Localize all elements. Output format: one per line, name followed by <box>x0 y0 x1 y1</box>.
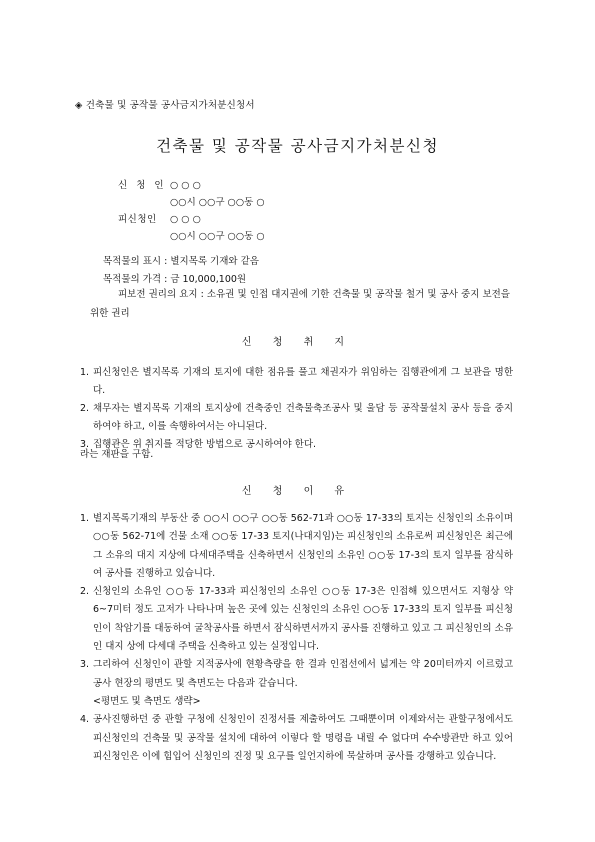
reasons-list <box>80 510 513 766</box>
purpose-item-text: 피신청인은 별지목록 기재의 토지에 대한 점유를 풀고 채권자가 위임하는 집행관에게 그 보관을 명한다. <box>93 367 513 396</box>
applicant-name: ○ ○ ○ <box>170 180 201 191</box>
purpose-item-number: 2. <box>80 403 90 414</box>
applicant-label: 신 청 인 <box>118 180 167 191</box>
purpose-item-number: 1. <box>80 367 90 378</box>
reason-item-text: 공사진행하던 중 관할 구청에 신청인이 진정서를 제출하여도 그때뿐이며 이제와서는 관할구청에서도 피신청인의 건축물 및 공작물 설치에 대하여 이렇다 할 명령을 내릴 수 없다며 수수방관만 하고 있어 피신청인은 이에 힘입어 신청인의 진정 및 요구를 일언지하에 묵살하며 공사를 강행하고 있습니다. <box>93 714 513 762</box>
reason-item-number: 3. <box>80 659 90 671</box>
reasons-section-title: 신 청 이 유 <box>241 486 354 497</box>
respondent-label: 피신청인 <box>118 214 157 225</box>
document-title: 건축물 및 공작물 공사금지가처분신청 <box>156 137 439 155</box>
reason-item-text: 신청인의 소유인 ○○동 17-33과 피신청인의 소유인 ○○동 17-3은 인접해 있으면서도 지형상 약 6~7미터 정도 고저가 나타나며 높은 곳에 있는 신청인의 소유인 ○○동 17-33의 토지 일부를 피신청인이 착암기를 대동하여 굴착공사를 하면서 잠식하면서까지 공사를 진행하고 있고 그 피신청인의 소유인 대지 상에 다세대 주택을 신축하고 있는 실정입니다. <box>93 586 513 653</box>
reason-item <box>80 583 513 656</box>
reason-item <box>80 656 513 711</box>
purpose-item <box>80 436 513 454</box>
purpose-item-text: 집행관은 위 취지를 적당한 방법으로 공시하여야 한다. <box>93 439 317 450</box>
reason-item <box>80 510 513 583</box>
applicant-name-line <box>118 177 201 191</box>
purpose-item <box>80 364 513 400</box>
object-display: 목적물의 표시 : 별지목록 기재와 같음 <box>103 256 259 267</box>
respondent-name-line <box>118 211 201 225</box>
respondent-address: ○○시 ○○구 ○○동 ○ <box>170 231 265 242</box>
purpose-item-text: 채무자는 별지목록 기재의 토지상에 건축중인 건축물축조공사 및 울담 등 공작물설치 공사 등을 중지하여야 하고, 이를 속행하여서는 아니된다. <box>93 403 513 432</box>
purpose-section-title: 신 청 취 지 <box>241 337 354 348</box>
reason-item-number: 4. <box>80 714 90 726</box>
omitted-drawing-note: <평면도 및 측면도 생략> <box>93 695 201 707</box>
respondent-name: ○ ○ ○ <box>170 214 201 225</box>
reason-item-text: 별지목록기재의 부동산 중 ○○시 ○○구 ○○동 562-71과 ○○동 17-33의 토지는 신청인의 소유이며 ○○동 562-71에 건물 소재 ○○동 17-33 토지(나대지임)는 피신청인의 소유로써 피신청인은 최근에 그 소유의 대지 지상에 다세대주택을 신축하면서 신청인의 소유인 ○○동 17-3의 토지 일부를 잠식하여 공사를 진행하고 있습니다. <box>93 513 513 579</box>
purpose-list <box>80 364 513 454</box>
reason-item-number: 1. <box>80 513 90 524</box>
reason-item-text: 그리하여 신청인이 관할 지적공사에 현황측량을 한 결과 인접선에서 넓게는 약 20미터까지 이르렀고 공사 현장의 평면도 및 측면도는 다음과 같습니다. <box>93 659 513 689</box>
object-value: 목적물의 가격 : 금 10,000,100원 <box>103 274 247 285</box>
right-summary: 피보전 권리의 요지 : 소유권 및 인접 대지권에 기한 건축물 및 공작물 철거 및 공사 중지 보전을 위한 권리 <box>90 289 510 319</box>
purpose-item <box>80 400 513 436</box>
purpose-closing: 라는 재판을 구함. <box>80 449 154 460</box>
reason-item-number: 2. <box>80 586 90 598</box>
header-note: ◈ 건축물 및 공작물 공사금지가처분신청서 <box>75 100 255 111</box>
reason-item <box>80 711 513 766</box>
purpose-item-number: 3. <box>80 439 90 450</box>
applicant-address: ○○시 ○○구 ○○동 ○ <box>170 197 265 208</box>
